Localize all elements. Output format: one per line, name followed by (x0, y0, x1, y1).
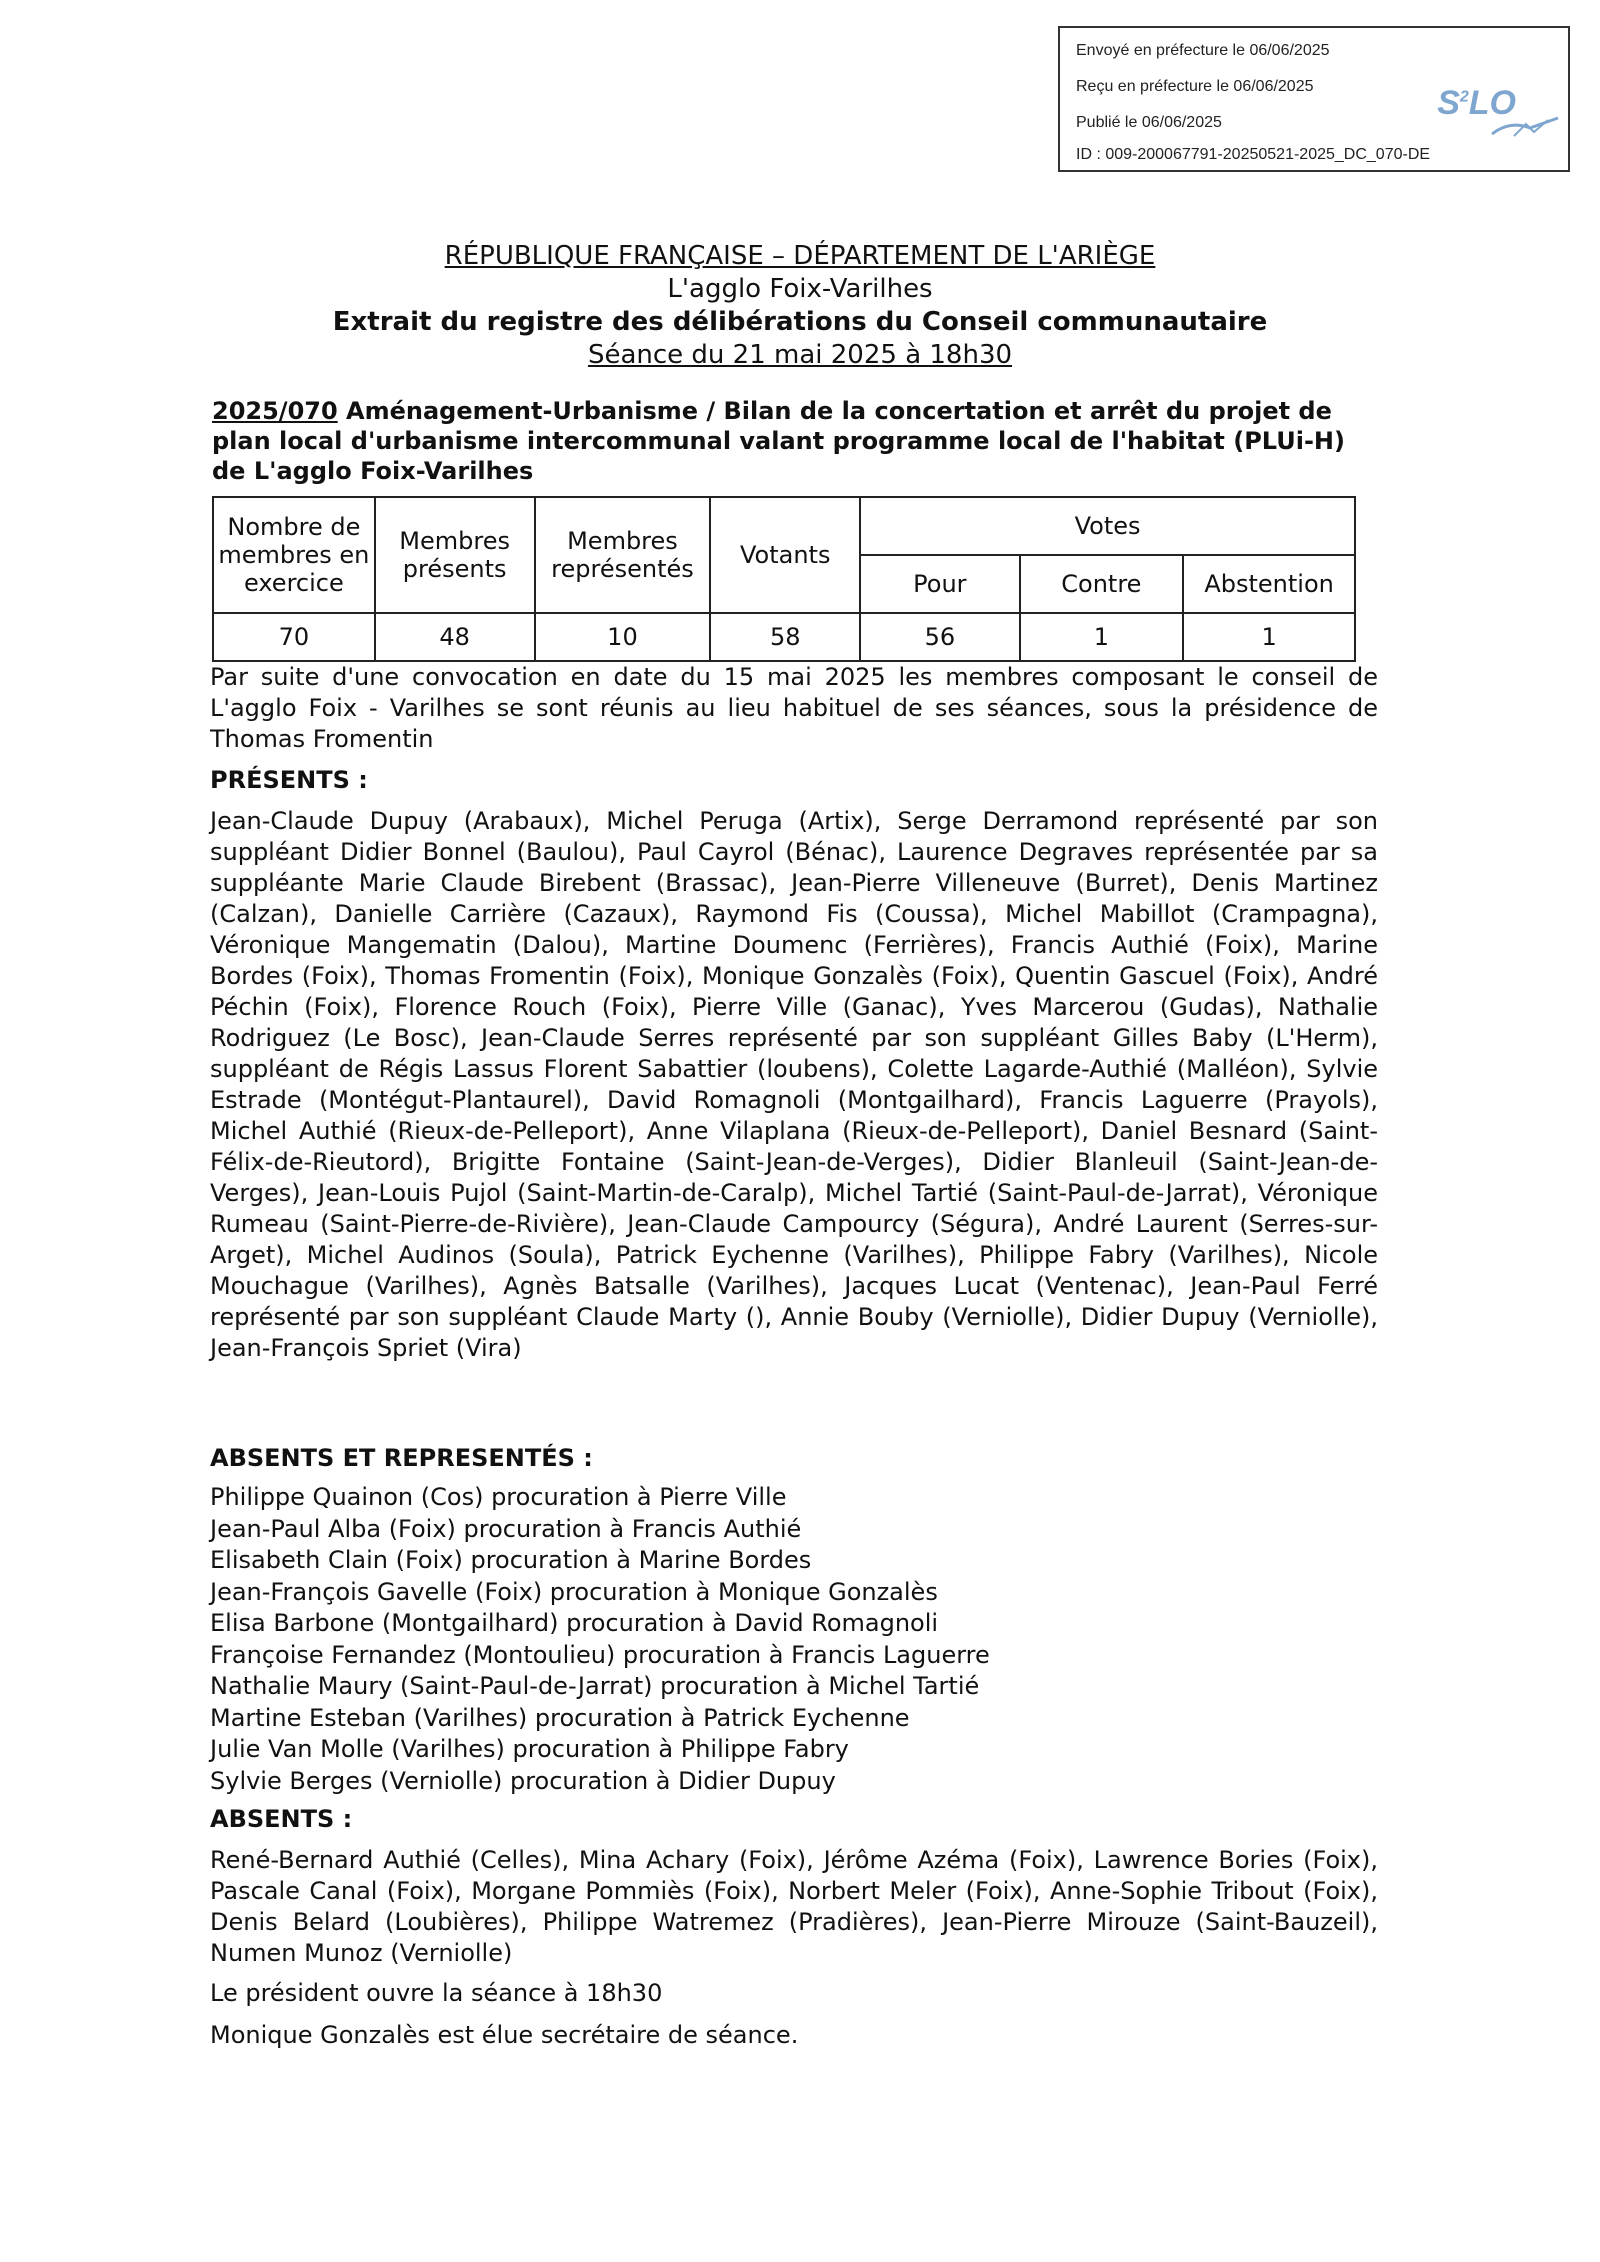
value-members-in-office: 70 (213, 613, 375, 661)
header-voters: Votants (710, 497, 860, 613)
header-members-in-office: Nombre de membres en exercice (213, 497, 375, 613)
header-members-represented: Membres représentés (535, 497, 711, 613)
list-item: Elisa Barbone (Montgailhard) procuration à David Romagnoli (210, 1609, 939, 1637)
convocation-paragraph: Par suite d'une convocation en date du 15 mai 2025 les membres composant le conseil de L'agglo Foix - Varilhes se sont réunis au lieu habituel de ses séances, sous la présidence de Thomas Fromentin (210, 663, 1378, 753)
value-against: 1 (1020, 613, 1184, 661)
absents-list: René-Bernard Authié (Celles), Mina Achary (Foix), Jérôme Azéma (Foix), Lawrence Bories (Foix), Pascale Canal (Foix), Morgane Pommiès (Foix), Norbert Meler (Foix), Anne-Sophie Tribout (Foix), Denis Belard (Loubières), Philippe Watremez (Pradières), Jean-Pierre Mirouze (Saint-Bauzeil), Numen Munoz (Verniolle) (210, 1846, 1378, 1967)
list-item: Sylvie Berges (Verniolle) procuration à Didier Dupuy (210, 1766, 836, 1795)
register-extract-title: Extrait du registre des délibérations du Conseil communautaire (332, 307, 1268, 337)
list-item: Martine Esteban (Varilhes) procuration à Patrick Eychenne (210, 1703, 910, 1732)
header-votes: Votes (860, 497, 1355, 555)
session-date: Séance du 21 mai 2025 à 18h30 (587, 340, 1013, 370)
value-abstention: 1 (1183, 613, 1355, 661)
deliberation-title (212, 396, 1382, 486)
stamp-id: ID : 009-200067791-20250521-2025_DC_070-DE (1076, 146, 1431, 163)
document-header (0, 240, 1600, 372)
list-item: Philippe Quainon (Cos) procuration à Pierre Ville (210, 1483, 787, 1511)
list-item: Françoise Fernandez (Montoulieu) procuration à Francis Laguerre (210, 1640, 990, 1669)
agglo-name: L'agglo Foix-Varilhes (667, 274, 933, 304)
list-item: Elisabeth Clain (Foix) procuration à Marine Bordes (210, 1546, 812, 1574)
value-members-represented: 10 (535, 613, 711, 661)
header-for: Pour (860, 555, 1019, 613)
prefecture-stamp (1058, 26, 1570, 172)
deliberation-subject: Aménagement-Urbanisme / Bilan de la concertation et arrêt du projet de plan local d'urbanisme intercommunal valant programme local de l'habitat (PLUi-H) de L'agglo Foix-Varilhes (212, 397, 1345, 485)
secretary-election: Monique Gonzalès est élue secrétaire de séance. (210, 2021, 799, 2049)
value-for: 56 (860, 613, 1019, 661)
stamp-published: Publié le 06/06/2025 (1076, 114, 1222, 131)
stamp-received: Reçu en préfecture le 06/06/2025 (1076, 78, 1314, 95)
session-opening: Le président ouvre la séance à 18h30 (210, 1979, 663, 2007)
value-members-present: 48 (375, 613, 535, 661)
s2lo-logo: $S^2LO$ (1437, 84, 1516, 122)
list-item: Nathalie Maury (Saint-Paul-de-Jarrat) procuration à Michel Tartié (210, 1672, 980, 1700)
deliberation-number: 2025/070 (212, 397, 338, 425)
presents-list: Jean-Claude Dupuy (Arabaux), Michel Peruga (Artix), Serge Derramond représenté par son suppléant Didier Bonnel (Baulou), Paul Cayrol (Bénac), Laurence Degraves représentée par sa suppléante Marie Claude Birebent (Brassac), Jean-Pierre Villeneuve (Burret), Denis Martinez (Calzan), Danielle Carrière (Cazaux), Raymond Fis (Coussa), Michel Mabillot (Crampagna), Véronique Mangematin (Dalou), Martine Doumenc (Ferrières), Francis Authié (Foix), Marine Bordes (Foix), Thomas Fromentin (Foix), Monique Gonzalès (Foix), Quentin Gascuel (Foix), André Péchin (Foix), Florence Rouch (Foix), Pierre Ville (Ganac), Yves Marcerou (Gudas), Nathalie Rodriguez (Le Bosc), Jean-Claude Serres représenté par son suppléant Gilles Baby (L'Herm), suppléant de Régis Lassus Florent Sabattier (loubens), Colette Lagarde-Authié (Malléon), Sylvie Estrade (Montégut-Plantaurel), David Romagnoli (Montgailhard), Francis Laguerre (Prayols), Michel Authié (Rieux-de-Pelleport), Anne Vilaplana (Rieux-de-Pelleport), Daniel Besnard (Saint-Félix-de-Rieutord), Brigitte Fontaine (Saint-Jean-de-Verges), Didier Blanleuil (Saint-Jean-de-Verges), Jean-Louis Pujol (Saint-Martin-de-Caralp), Michel Tartié (Saint-Paul-de-Jarrat), Véronique Rumeau (Saint-Pierre-de-Rivière), Jean-Claude Campourcy (Ségura), André Laurent (Serres-sur-Arget), Michel Audinos (Soula), Patrick Eychenne (Varilhes), Philippe Fabry (Varilhes), Nicole Mouchague (Varilhes), Agnès Batsalle (Varilhes), Jacques Lucat (Ventenac), Jean-Paul Ferré représenté par son suppléant Claude Marty (), Annie Bouby (Verniolle), Didier Dupuy (Verniolle), Jean-François Spriet (Vira) (210, 807, 1378, 1362)
absents-heading: ABSENTS : (210, 1805, 353, 1833)
stamp-sent: Envoyé en préfecture le 06/06/2025 (1076, 42, 1330, 59)
presents-heading: PRÉSENTS : (210, 766, 368, 794)
republic-heading: RÉPUBLIQUE FRANÇAISE – DÉPARTEMENT DE L'ARIÈGE (444, 241, 1156, 271)
header-abstention: Abstention (1183, 555, 1355, 613)
list-item: Julie Van Molle (Varilhes) procuration à Philippe Fabry (210, 1735, 849, 1763)
represented-list (210, 1482, 1378, 1797)
represented-heading: ABSENTS ET REPRESENTÉS : (210, 1444, 593, 1472)
header-members-present: Membres présents (375, 497, 535, 613)
list-item: Jean-François Gavelle (Foix) procuration à Monique Gonzalès (210, 1577, 938, 1606)
vote-table (212, 496, 1356, 662)
header-against: Contre (1020, 555, 1184, 613)
list-item: Jean-Paul Alba (Foix) procuration à Francis Authié (210, 1514, 802, 1543)
value-voters: 58 (710, 613, 860, 661)
logo-swoosh-icon (1490, 116, 1560, 140)
